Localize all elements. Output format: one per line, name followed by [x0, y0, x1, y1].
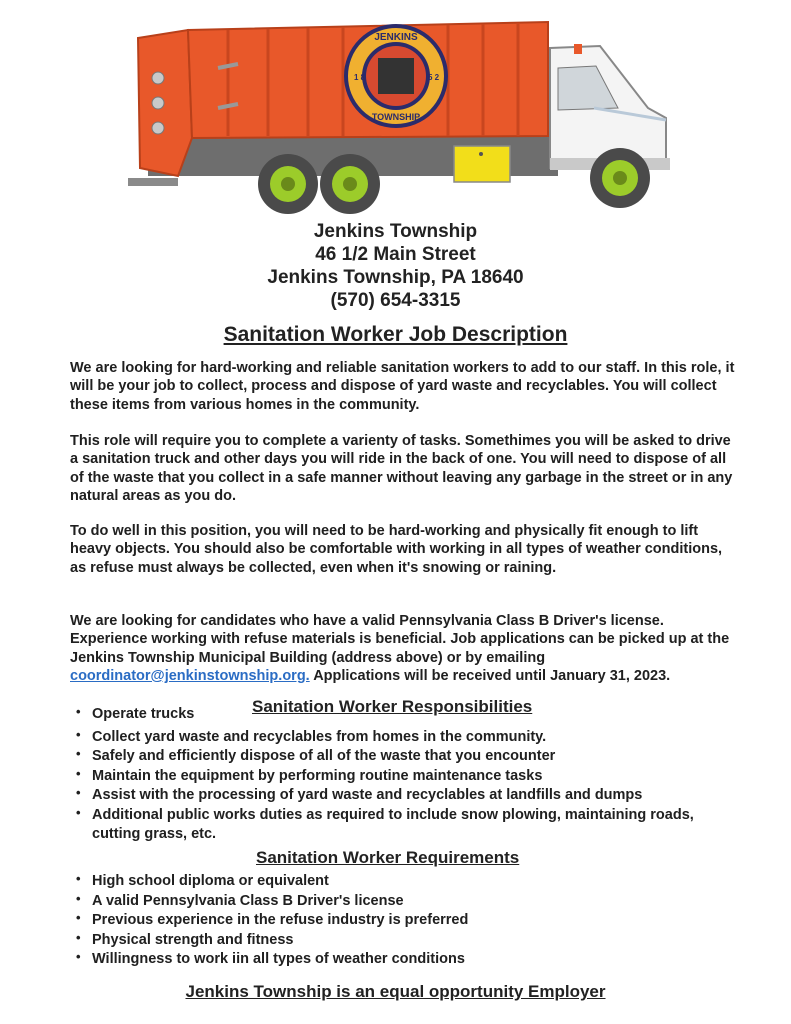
phone-number: (570) 654-3315: [330, 290, 461, 311]
coordinator-email-link[interactable]: coordinator@jenkinstownship.org.: [70, 667, 310, 684]
application-text-after: Applications will be received until January 31, 2023.: [309, 667, 671, 684]
address-block: [0, 220, 791, 312]
list-item: • Willingness to work iin all types of weather conditions: [70, 950, 730, 970]
equal-opportunity-footer: Jenkins Township is an equal opportunity Employer: [185, 982, 606, 1001]
emblem-right-text: 5 2: [428, 73, 440, 82]
emblem-top-text: JENKINS: [374, 32, 418, 43]
list-item: • High school diploma or equivalent: [70, 872, 730, 892]
township-name: Jenkins Township: [313, 221, 478, 242]
application-paragraph: [70, 612, 740, 685]
emblem-left-text: 1 8: [354, 73, 366, 82]
list-item: • Maintain the equipment by performing routine maintenance tasks: [70, 767, 730, 787]
fitness-paragraph: To do well in this position, you will need to be hard-working and physically fit enough to lift heavy objects. You should also be comfortable with working in all types of weather conditions, as refuse must always be collected, even when it's snowing or raining.: [70, 523, 723, 576]
page-title: Sanitation Worker Job Description: [223, 323, 568, 346]
responsibilities-heading: Sanitation Worker Responsibilities: [252, 697, 533, 716]
list-item: • Additional public works duties as required to include snow plowing, maintaining roads, cutting grass, etc.: [70, 806, 730, 845]
responsibilities-list: [70, 705, 730, 845]
city-state-zip: Jenkins Township, PA 18640: [267, 267, 524, 288]
intro-paragraph: We are looking for hard-working and reliable sanitation workers to add to our staff. In this role, it will be your job to collect, process and dispose of yard waste and recyclables. You will collect these items from various homes in the community.: [70, 360, 735, 413]
emblem-bottom-text: TOWNSHIP: [371, 112, 421, 122]
list-item: • Previous experience in the refuse industry is preferred: [70, 911, 730, 931]
requirements-list: [70, 872, 730, 970]
list-item: • Operate trucks: [70, 705, 730, 725]
tasks-paragraph: This role will require you to complete a varienty of tasks. Somethimes you will be asked to drive a sanitation truck and other days you will ride in the back of one. You will need to dispose of all of the waste that you collect in a safe manner without leaving any garbage in the street or in any natural areas as you do.: [70, 433, 733, 504]
requirements-heading: Sanitation Worker Requirements: [256, 848, 520, 867]
list-item: • Assist with the processing of yard waste and recyclables at landfills and dumps: [70, 786, 730, 806]
street-address: 46 1/2 Main Street: [315, 244, 476, 265]
list-item: • A valid Pennsylvania Class B Driver's license: [70, 892, 730, 912]
garbage-truck-illustration: [118, 8, 678, 220]
application-text-before: We are looking for candidates who have a valid Pennsylvania Class B Driver's license. Experience working with refuse materials is beneficial. Job applications can be picked up at the Jenkins Township Municipal Building (address above) or by emailing: [70, 613, 730, 666]
list-item: • Physical strength and fitness: [70, 931, 730, 951]
list-item: • Safely and efficiently dispose of all of the waste that you encounter: [70, 747, 730, 767]
list-item: • Collect yard waste and recyclables from homes in the community.: [70, 728, 730, 748]
